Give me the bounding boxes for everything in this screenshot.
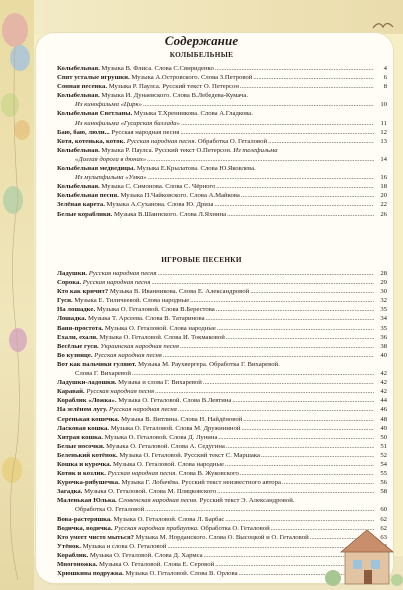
entry-text [57,560,214,569]
entry-text [57,333,225,342]
entry-title: Зелёная карета. [57,201,105,209]
entry-title: Ехали, ехали. [57,333,98,341]
contents-entry [57,496,387,505]
entry-page-number: 16 [380,174,387,182]
entry-page-number: 20 [380,192,387,200]
entry-credits: Музыка О. Геталовой. Слова Л. Барбас [111,515,225,523]
entry-text [57,387,154,396]
entry-title: Хрюшкина подружка. [57,570,124,578]
entry-text [57,82,239,91]
entry-text [57,146,278,155]
entry-credits: Музыка Р. Паулса. Русский текст О.Петерсон. [99,146,232,154]
entry-leader-dots [148,173,374,182]
entry-page-number: 51 [380,442,387,450]
entry-text [57,451,260,460]
entry-title: Колыбельная песня. [57,192,119,200]
entry-text [75,369,131,378]
entry-title: Хитрая кошка. [57,433,103,441]
contents-entry [57,387,387,396]
entry-title: Вот как пальчики гуляют. [57,360,137,368]
entry-text [57,137,267,146]
entry-leader-dots [155,387,374,396]
entry-leader-dots [226,333,374,342]
entry-credits: Музыка Т.Хренникова. Слова А.Гладкова. [132,110,253,118]
entry-leader-dots [190,296,374,305]
entry-credits: Музыка и слова Г. Вихаревой [116,379,202,387]
entry-text [57,64,214,73]
entry-title: Сонная песенка. [57,83,108,91]
entry-title: Водичка, водичка. [57,524,113,532]
entry-page-number: 29 [380,279,387,287]
entry-title: Утёнок. [57,542,81,550]
entry-leader-dots [216,305,374,314]
entry-page-number: 35 [380,324,387,332]
entry-leader-dots [268,137,374,146]
contents-entry [57,287,387,296]
entry-leader-dots [178,405,374,414]
contents-entry [57,405,387,414]
entry-note: Русская народная песня [87,270,157,277]
entry-leader-dots [282,478,374,487]
entry-credits: Музыка М. Норданского. Слова О. Высоцкой и О. Геталовой [133,533,309,541]
entry-text [75,155,146,164]
entry-page-number: 46 [380,406,387,414]
contents-entry [57,451,387,460]
entry-text [75,100,142,109]
entry-leader-dots [147,155,374,164]
entry-page-number: 22 [380,201,387,209]
section-heading-games: ИГРОВЫЕ ПЕСЕНКИ [161,256,242,264]
entry-page-number: 14 [380,155,387,163]
entry-leader-dots [250,287,374,296]
entry-title: Ладушки. [57,270,88,277]
contents-entry [57,109,387,118]
entry-page-number: 56 [380,479,387,487]
entry-leader-dots [132,369,374,378]
contents-entry [57,91,387,100]
entry-credits: Обработка О. Геталовой [75,506,145,514]
entry-text [57,478,281,487]
entry-title: Белые кораблики. [57,210,113,218]
entry-leader-dots [243,415,374,424]
entry-title: Загадка. [57,488,83,496]
entry-page-number: 48 [380,415,387,423]
contents-entry [57,415,387,424]
entry-title: Спят усталые игрушки. [57,74,130,82]
entry-leader-dots [240,82,374,91]
entry-credits: Музыка П.Чайковского. Слова А.Майкова [118,192,240,200]
entry-text [75,119,180,128]
entry-page-number: 63 [380,533,387,541]
entry-credits: Слова Г. Вихаревой [75,370,131,378]
entry-title: Во кузнице. [57,351,93,359]
entry-title: Колыбельная медведицы. [57,165,136,173]
entry-credits-extra: Обработка О. Геталовой [196,137,268,145]
contents-entry [57,424,387,433]
entry-leader-dots [181,119,374,128]
entry-title: На зелёном лугу. [57,406,108,414]
entry-text [57,460,224,469]
contents-entry [57,442,387,451]
contents-entry [57,305,387,314]
entry-credits: Музыка А.Суханова. Слова Ю. Дриза [104,201,214,209]
entry-text [57,424,240,433]
contents-entry [57,191,387,200]
entry-credits: Музыка О. Геталовой. Слова народные [103,324,216,332]
entry-page-number: 42 [380,388,387,396]
entry-text [57,128,179,137]
entry-text [57,324,216,333]
entry-title: Курочка-рябушечка. [57,479,120,487]
contents-entry [57,324,387,333]
entry-title: Лошадка. [57,315,87,323]
entry-page-number: 60 [380,506,387,514]
entry-text [57,360,280,369]
entry-title: Вова-растеряшка. [57,515,112,523]
entry-text [57,469,239,478]
entry-credits: Музыка М. Раухвергера. Обработка Г. Вихаревой. [136,360,280,368]
entry-page-number: 4 [383,65,387,72]
entry-credits: Музыка В. Иванникова. Слова Е. Александровой [108,288,250,296]
entry-title: Весёлые гуси. [57,342,99,350]
entry-leader-dots [180,342,374,351]
entry-note: Русская народная песня. [105,470,178,478]
contents-entry [57,146,387,155]
entry-credits: Музыка О. Геталовой. Слова народные [111,460,224,468]
house-illustration [323,520,403,590]
entry-text [57,278,150,287]
entry-title: Маленькая Юлька. [57,497,117,505]
entry-text [57,269,157,278]
entry-text [57,109,253,118]
section-heading-lullabies: КОЛЫБЕЛЬНЫЕ [169,51,234,59]
entry-text [75,505,144,514]
entry-credits: Музыка В. Витлина. Слова Н. Найдёновой [119,415,243,423]
entry-title: Многоножка. [57,561,98,568]
contents-entry [57,164,387,173]
entry-text [57,296,189,305]
entry-text [57,351,162,360]
entry-page-number: 40 [380,351,387,359]
contents-entry [57,469,387,478]
contents-entry [57,119,387,128]
entry-title: Колыбельная Светланы. [57,110,133,118]
entry-leader-dots [241,191,374,200]
entry-text [57,515,224,524]
contents-entry [57,137,387,146]
entry-text [57,551,203,560]
entry-leader-dots [218,433,374,442]
entry-title: Сорока. [57,279,82,287]
contents-entry [57,182,387,191]
entry-credits: Музыка О. Геталовой. Слова В.Левтина [116,397,232,405]
entry-title: Белые носочки. [57,442,105,450]
contents-entry [57,342,387,351]
entry-note: Из кинофильма «Цирк» [75,101,142,109]
contents-entry [57,351,387,360]
entry-leader-dots [158,269,374,278]
entry-title: Котик и козлик. [57,470,106,478]
contents-entry [57,333,387,342]
contents-entry [57,396,387,405]
entry-text [57,305,215,314]
entry-leader-dots [217,487,374,496]
entry-note: Русская народная песня [107,406,177,414]
entry-leader-dots [214,200,374,209]
entry-page-number: 8 [383,83,387,91]
contents-entry [57,64,387,73]
entry-title: Колыбельная. [57,183,100,191]
entry-text [57,191,240,200]
contents-entry [57,314,387,323]
entry-leader-dots [206,314,374,323]
entry-leader-dots [225,460,374,469]
entry-page-number: 42 [380,370,387,378]
entry-text [57,442,225,451]
entry-page-number: 11 [380,119,387,127]
entry-page-number: 30 [380,288,387,296]
entry-title: Колыбельная. [57,65,100,72]
entry-credits: Музыка Р. Паулса. Русский текст О. Петерсон [107,83,239,91]
entry-title: Ласковая кошка. [57,424,110,432]
entry-note: Русская народная песня. [125,137,197,145]
entry-credits: Музыка О. Геталовой. Слова В.Берестова [95,306,215,314]
entry-credits: Музыка О. Геталовой. Слова Д. Хармса [88,551,203,559]
contents-entry [57,210,387,219]
entry-page-number: 10 [380,101,387,109]
entry-title: Беленький котёнок. [57,451,118,459]
contents-entry [57,155,387,164]
entry-title: Каравай. [57,388,85,396]
entry-text [57,200,213,209]
entry-leader-dots [215,64,374,73]
contents-entry [57,82,387,91]
entry-title: Кто умеет чисто мыться? [57,533,134,541]
entry-text [57,405,177,414]
entry-credits: Музыка О. Геталовой. Слова В. Орлова [123,570,238,578]
entry-title: На лошадке. [57,306,96,314]
entry-text [75,173,147,182]
entry-title: Кораблик «Ложка». [57,397,117,405]
contents-entry [57,296,387,305]
contents-entry [57,505,387,514]
entry-credits: Музыка О. Геталовой. Слова Д. Лунина [102,433,218,441]
entry-text [57,533,309,542]
entry-note: Из телефильма [231,146,278,154]
entry-page-number: 26 [380,210,387,218]
entry-note: Русская народная песня [81,279,151,287]
entry-leader-dots [253,73,374,82]
entry-page-number: 36 [380,333,387,341]
entry-page-number: 28 [380,270,387,277]
contents-entry [57,200,387,209]
entry-leader-dots [217,324,374,333]
entry-credits: Музыка О. Геталовой. Слова Е. Серовой [97,561,215,568]
contents-entry [57,73,387,82]
entry-leader-dots [241,424,374,433]
entry-text [57,342,179,351]
entry-credits: Музыка В. Флиса. Слова С.Свириденко [99,65,214,72]
balloons-illustration [0,0,38,590]
entry-leader-dots [240,469,374,478]
entry-page-number: 55 [380,470,387,478]
entry-leader-dots [261,451,374,460]
entry-title: Ладушки-ладошки. [57,379,117,387]
entry-credits: Музыка О. Геталовой. Слова М. Пляцковского [82,488,217,496]
page-title: Содержание [164,33,239,48]
entry-text [57,396,231,405]
entry-credits: Музыка О. Геталовой. Русский текст С. Маршака [117,451,260,459]
entry-leader-dots [227,210,374,219]
entry-title: Котя, котенька, коток. [57,137,126,145]
entry-text [57,524,270,533]
entry-page-number: 54 [380,460,387,468]
entry-note: Русская народная песня [84,388,155,396]
entry-title: Кто как кричит? [57,288,109,296]
entry-text [57,487,216,496]
entry-page-number: 34 [380,315,387,323]
entry-credits: Музыка О. Геталовой. Слова И. Токмаковой [97,333,225,341]
page-top-illustration-band [34,0,403,34]
contents-entry [57,278,387,287]
contents-entry [57,100,387,109]
entry-page-number: 62 [380,524,387,532]
entry-page-number: 32 [380,297,387,305]
entry-credits: Музыка О. Геталовой. Слова М. Дружининой [109,424,241,432]
entry-note: Русская народная прибаутка. [112,524,199,532]
entry-credits-extra: Обработка О. Геталовой [198,524,270,532]
contents-entry [57,360,387,369]
entry-title: Ваня-простота. [57,324,104,332]
entry-text [57,210,226,219]
entry-note: «Долгая дорога в дюнах» [75,155,147,163]
entry-leader-dots [226,442,374,451]
contents-entry [57,173,387,182]
entry-leader-dots [216,182,374,191]
entry-page-number: 12 [380,128,387,136]
entry-page-number: 42 [380,379,387,387]
entry-page-number: 35 [380,306,387,314]
entry-credits: Музыка О. Геталовой. Слова А. Седугина [104,442,225,450]
entry-text [57,73,252,82]
entry-text [57,287,249,296]
entry-credits-extra: Русский текст Э. Александровой. [197,497,295,505]
contents-entry [57,487,387,496]
entry-credits: Музыка Т. Арсеева. Слова В. Татаринова [86,315,205,323]
entry-credits: Музыка Г. Лобачёва. Русский текст неизвестного автора [119,479,281,487]
contents-entry [57,128,387,137]
entry-text [57,496,294,505]
entry-credits: Музыка и слова О. Геталовой [80,542,167,550]
entry-page-number: 52 [380,451,387,459]
entry-page-number: 58 [380,488,387,496]
entry-leader-dots [145,505,374,514]
entry-text [57,91,248,100]
entry-page-number: 6 [383,74,387,82]
contents-entry [57,378,387,387]
entry-title: Серенькая кошечка. [57,415,120,423]
entry-page-number: 49 [380,424,387,432]
entry-text [57,433,217,442]
entry-title: Баю, баю, люли... [57,128,110,136]
entry-title: Колыбельная. [57,146,100,154]
entry-page-number: 13 [380,137,387,145]
entry-text [57,415,242,424]
entry-credits: Музыка Е. Тиличеевой. Слова народные [72,297,190,305]
entry-note: Из мультфильма «Умка» [75,174,147,182]
entry-text [57,569,238,578]
entry-credits: Русская народная песня [109,128,180,136]
entry-note: Русская народная песня [92,351,162,359]
entry-text [57,542,166,551]
entry-credits: Музыка В.Шаинского. Слова Л.Яхнина [112,210,227,218]
entry-credits: Музыка И. Дунаевского. Слова В.Лебедева-Кумача. [99,92,249,100]
contents-entry [57,433,387,442]
entry-leader-dots [163,351,374,360]
entry-text [57,314,205,323]
entry-page-number: 38 [380,342,387,350]
entry-title: Кораблик. [57,551,89,559]
entry-leader-dots [232,396,374,405]
entry-note: Украинская народная песня [98,342,179,350]
entry-page-number: 44 [380,397,387,405]
entry-leader-dots [203,378,374,387]
contents-entry [57,478,387,487]
entry-page-number: 50 [380,433,387,441]
entry-credits-extra: Слова В. Жуковского [177,470,239,478]
entry-credits: Музыка А.Островского. Слова З.Петровой [129,74,253,82]
entry-credits: Музыка Е.Крылатова. Слова Ю.Яковлева. [135,165,256,173]
contents-entry [57,269,387,278]
entry-leader-dots [180,128,374,137]
entry-text [57,164,256,173]
entry-page-number: 62 [380,515,387,523]
entry-leader-dots [143,100,374,109]
entry-text [57,378,202,387]
entry-text [57,182,215,191]
entry-credits: Музыка С. Симонова. Слова С. Чёрного [99,183,216,191]
entry-leader-dots [151,278,374,287]
entry-title: Гуси. [57,297,73,305]
contents-entry [57,369,387,378]
contents-entry [57,460,387,469]
entry-page-number: 18 [380,183,387,191]
contents-list-lullabies [57,64,387,219]
entry-note: Из кинофильма «Гусарская баллада» [75,119,180,127]
entry-note: Словенская народная песня. [116,497,198,505]
entry-title: Кошка и курочка. [57,460,112,468]
entry-title: Колыбельная. [57,92,100,100]
